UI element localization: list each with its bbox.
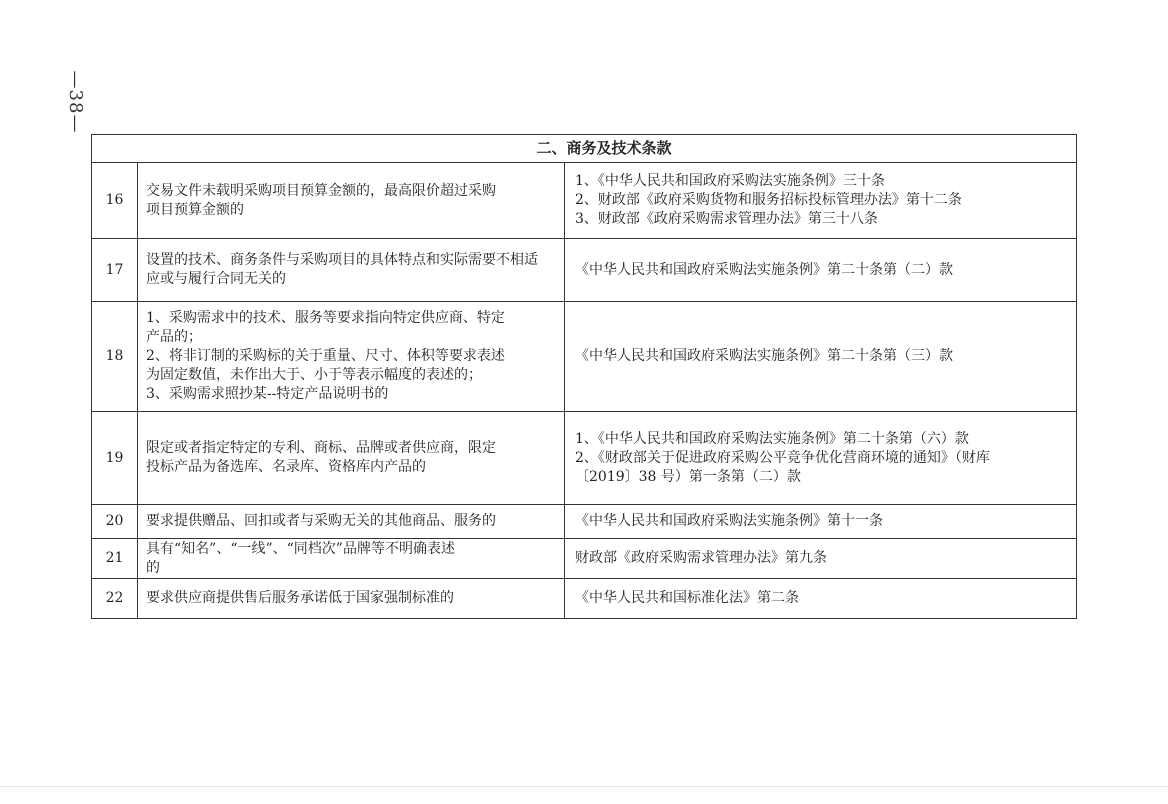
row-number: 19 [92,412,138,505]
legal-basis-cell [565,302,1077,412]
table-row [92,539,1077,579]
table-row [92,579,1077,619]
table-row [92,302,1077,412]
requirement-line: 为固定数值，未作出大于、小于等表示幅度的表述的； [146,367,482,383]
requirement-line: 要求提供赠品、回扣或者与采购无关的其他商品、服务的 [146,513,496,529]
legal-basis-line: 《中华人民共和国政府采购法实施条例》第二十条第（二）款 [575,261,953,278]
legal-basis-line: 《中华人民共和国标准化法》第二条 [575,590,799,606]
table-row [92,412,1077,505]
requirement-line: 设置的技术、商务条件与采购项目的具体特点和实际需要不相适 [146,252,538,268]
row-number: 22 [92,579,138,619]
row-number: 20 [92,505,138,539]
requirement-line: 1、采购需求中的技术、服务等要求指向特定供应商、特定 [146,310,505,326]
legal-basis-cell [565,579,1077,619]
clause-table-container [91,134,1076,619]
requirement-cell [138,239,565,302]
requirement-line: 2、将非订制的采购标的关于重量、尺寸、体积等要求表述 [146,348,505,364]
requirement-line: 3、采购需求照抄某--特定产品说明书的 [146,386,389,402]
scan-edge-line [0,786,1168,787]
requirement-line: 产品的； [146,329,202,345]
legal-basis-line: 1、《中华人民共和国政府采购法实施条例》第二十条第（六）款 [575,430,969,447]
requirement-cell [138,302,565,412]
requirement-cell [138,412,565,505]
table-row [92,239,1077,302]
row-number: 21 [92,539,138,579]
requirement-cell [138,163,565,239]
requirement-cell [138,539,565,579]
legal-basis-line: 2、财政部《政府采购货物和服务招标投标管理办法》第十二条 [575,192,962,208]
legal-basis-line: 财政部《政府采购需求管理办法》第九条 [575,550,827,566]
row-number: 17 [92,239,138,302]
requirement-line: 项目预算金额的 [146,201,244,218]
table-row [92,505,1077,539]
requirement-line: 交易文件未载明采购项目预算金额的，最高限价超过采购 [146,182,496,199]
legal-basis-line: 〔2019〕38 号）第一条第（二）款 [575,468,801,485]
legal-basis-cell [565,539,1077,579]
table-row [92,163,1077,239]
page-number: —38— [65,70,87,134]
legal-basis-line: 3、财政部《政府采购需求管理办法》第三十八条 [575,211,878,227]
legal-basis-cell [565,505,1077,539]
requirement-cell [138,579,565,619]
requirement-cell [138,505,565,539]
section-title: 二、商务及技术条款 [92,135,1077,163]
table-body [92,163,1077,619]
legal-basis-line: 《中华人民共和国政府采购法实施条例》第十一条 [575,513,883,529]
legal-basis-cell [565,412,1077,505]
requirement-line: 投标产品为备选库、名录库、资格库内产品的 [146,459,426,475]
section-header-row [92,135,1077,163]
legal-basis-line: 2、《财政部关于促进政府采购公平竞争优化营商环境的通知》（财库 [575,449,990,466]
legal-basis-line: 《中华人民共和国政府采购法实施条例》第二十条第（三）款 [575,348,953,364]
row-number: 18 [92,302,138,412]
requirement-line: 要求供应商提供售后服务承诺低于国家强制标准的 [146,590,454,606]
requirement-line: 应或与履行合同无关的 [146,271,286,287]
clause-table [91,134,1077,619]
legal-basis-line: 1、《中华人民共和国政府采购法实施条例》三十条 [575,173,885,189]
requirement-line: 的 [146,559,160,576]
row-number: 16 [92,163,138,239]
requirement-line: 具有“知名”、“一线”、“同档次”品牌等不明确表述 [146,540,455,557]
legal-basis-cell [565,239,1077,302]
legal-basis-cell [565,163,1077,239]
requirement-line: 限定或者指定特定的专利、商标、品牌或者供应商，限定 [146,440,496,456]
